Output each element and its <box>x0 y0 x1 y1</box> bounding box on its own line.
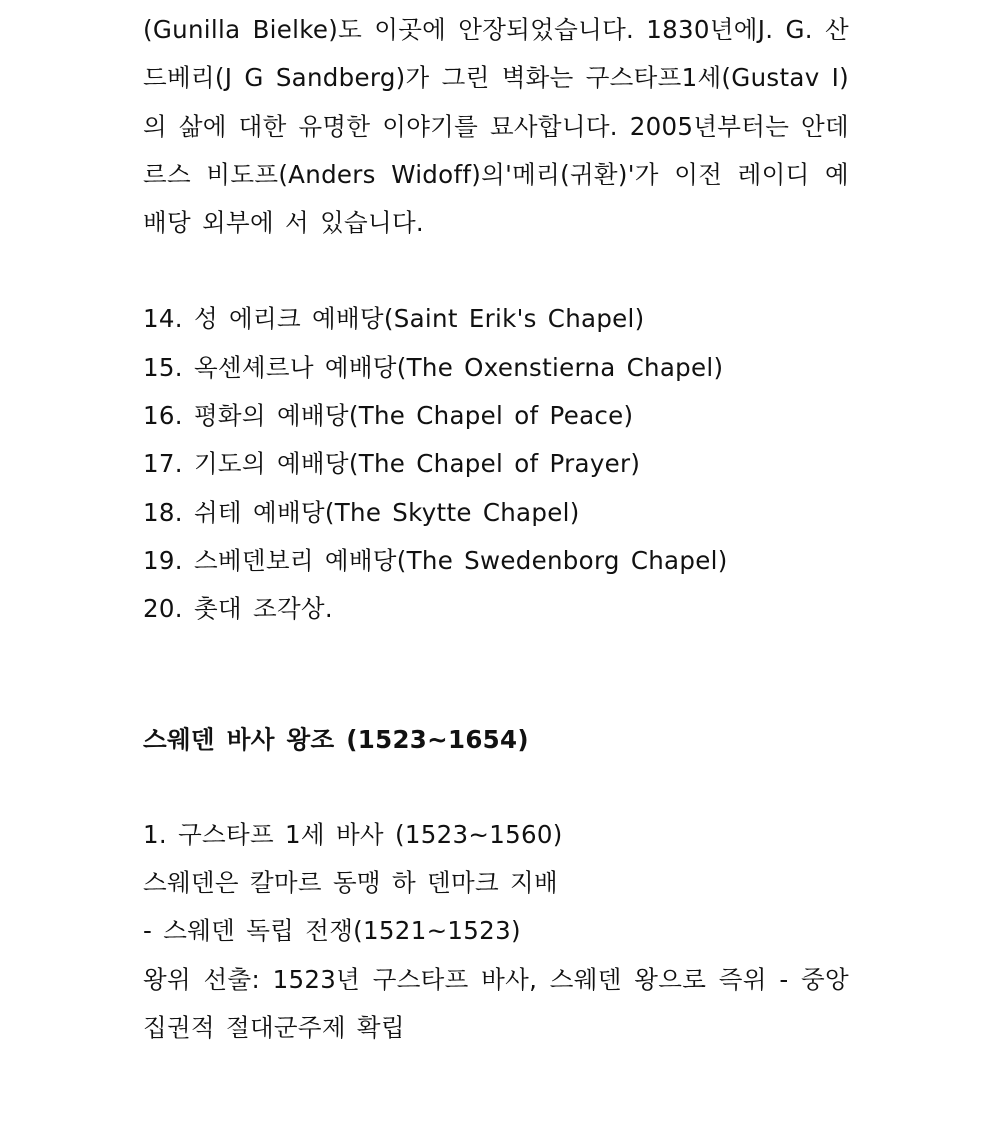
intro-paragraph: (Gunilla Bielke)도 이곳에 안장되었습니다. 1830년에J. G. 산드베리(J G Sandberg)가 그린 벽화는 구스타프1세(Gustav I)의 삶에 대한 유명한 이야기를 묘사합니다. 2005년부터는 안데르스 비도프(Anders Widoff)의'메리(귀환)'가 이전 레이디 예배당 외부에 서 있습니다. <box>143 15 849 238</box>
section-line: 스웨덴은 칼마르 동맹 하 덴마크 지배 <box>143 868 558 898</box>
section-line: - 스웨덴 독립 전쟁(1521~1523) <box>143 916 521 946</box>
section-line: 왕위 선출: 1523년 구스타프 바사, 스웨덴 왕으로 즉위 - 중앙집권적 절대군주제 확립 <box>143 964 849 1043</box>
spacer <box>143 634 849 716</box>
list-item: 19. 스베덴보리 예배당(The Swedenborg Chapel) <box>143 545 728 575</box>
list-item: 15. 옥센셰르나 예배당(The Oxenstierna Chapel) <box>143 352 724 382</box>
list-item: 20. 촛대 조각상. <box>143 594 333 624</box>
list-item: 18. 쉬테 예배당(The Skytte Chapel) <box>143 497 580 527</box>
spacer <box>143 764 849 811</box>
section-item-title: 1. 구스타프 1세 바사 (1523~1560) <box>143 819 563 849</box>
section-heading: 스웨덴 바사 왕조 (1523~1654) <box>143 724 529 754</box>
list-item: 16. 평화의 예배당(The Chapel of Peace) <box>143 401 634 431</box>
list-item: 14. 성 에리크 예배당(Saint Erik's Chapel) <box>143 304 645 334</box>
article-body <box>143 6 849 1052</box>
spacer <box>143 247 849 295</box>
chapel-list <box>143 295 849 633</box>
list-item: 17. 기도의 예배당(The Chapel of Prayer) <box>143 449 641 479</box>
